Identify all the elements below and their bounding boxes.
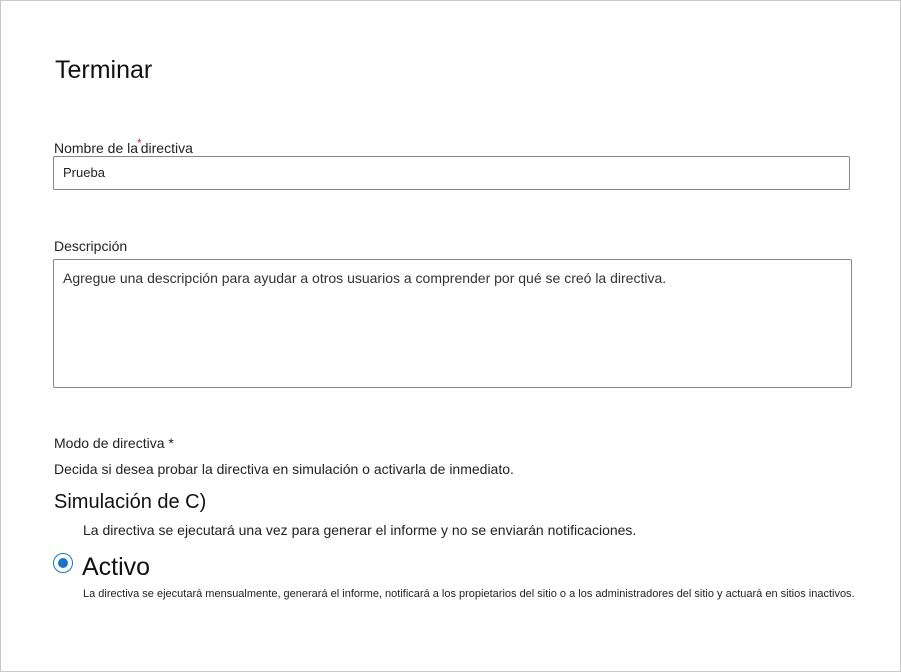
active-option-label[interactable]: Activo: [82, 553, 151, 581]
description-textarea[interactable]: Agregue una descripción para ayudar a otros usuarios a comprender por qué se creó la directiva.: [53, 259, 852, 388]
radio-selected-dot: [58, 558, 68, 568]
policy-name-label: [54, 134, 193, 157]
required-indicator: *: [137, 136, 142, 150]
simulation-option-label[interactable]: Simulación de C): [54, 491, 207, 513]
active-option-description: La directiva se ejecutará mensualmente, generará el informe, notificará a los propietarios del sitio o a los administradores del sitio y actuará en sitios inactivos.: [83, 588, 855, 600]
active-radio-button[interactable]: [53, 553, 73, 573]
policy-name-input[interactable]: Prueba: [53, 156, 850, 190]
description-label: Descripción: [54, 238, 128, 254]
simulation-option-description: La directiva se ejecutará una vez para generar el informe y no se enviarán notificaciones.: [83, 522, 637, 538]
policy-name-label-text-1: Nombre de la: [54, 140, 139, 156]
policy-name-label-text-2: directiva: [140, 140, 193, 156]
page-title: Terminar: [55, 56, 153, 84]
policy-mode-helper-text: Decida si desea probar la directiva en simulación o activarla de inmediato.: [54, 461, 514, 477]
policy-mode-label: Modo de directiva *: [54, 435, 174, 451]
